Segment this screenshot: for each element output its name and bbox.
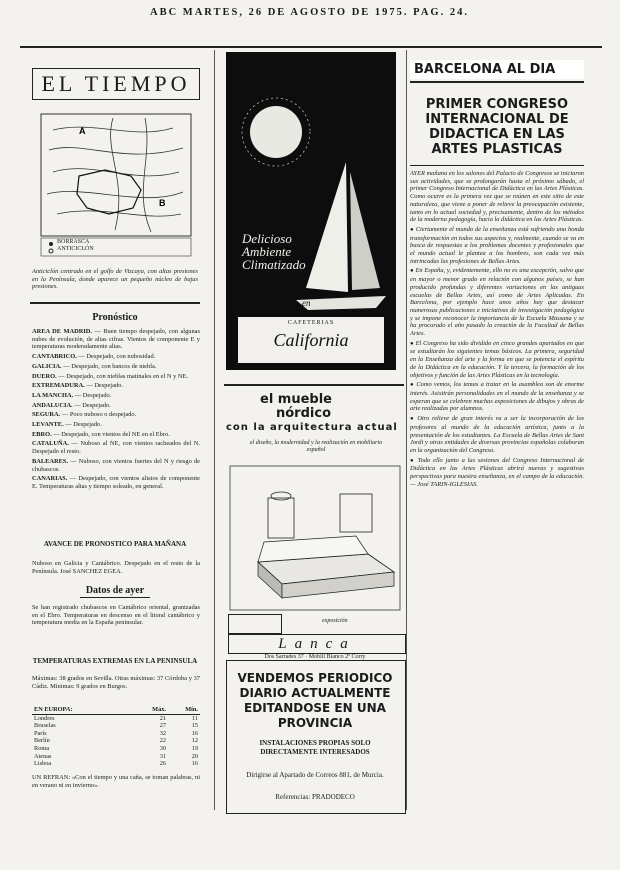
rule	[30, 302, 200, 304]
map-legend-high: ANTICICLÓN	[57, 246, 94, 252]
europe-table	[32, 706, 200, 768]
forecast-item: AREA DE MADRID. — Buen tiempo despejado, con algunas nubes de evolución, de altas cifras. Vientos de componente E y temperaturas moderadamente altas.	[32, 328, 200, 351]
forecast-item: LA MANCHA. — Despejado.	[32, 391, 112, 399]
article-paragraph: ● En España, y, evidentemente, ello no es una excepción, salvo que en mayor o menor grado en relación con algunos países, se han producido profundas y diferentes variaciones en las antiguas escuelas de Bellas Artes, así como de Artes Aplicadas. En Barcelona, por ejemplo hace unos años hay que destacar numerosas publicaciones e iniciativas de investigación pedagógica y se impone reconocer la importancia de la Escuela Massana y se ha procurado el año pasado la creación de la Facultad de Bellas Artes.	[410, 267, 584, 337]
vendemos-title: VENDEMOS PERIODICO DIARIO ACTUALMENTE EDITANDOSE EN UNA PROVINCIA	[237, 671, 393, 730]
vendemos-ad	[226, 660, 406, 814]
table-row: Londres 21 11	[34, 714, 198, 722]
forecast-item: BALEARES. — Nuboso, con vientos fuertes del N y riesgo de chubascos.	[32, 457, 200, 473]
article-paragraph: ● El Congreso ha sido dividido en cinco grandes apartados en que se estudiarán los siguientes temas básicos. La primera, seguridad en la Enseñanza del arte y la forma en que se potencia el espíritu de la Didáctica en la educación. Y la tercera, la formación de los objetivos y función de las Artes Plásticas en la tecnología.	[410, 340, 584, 380]
column-rule	[214, 50, 215, 810]
svg-text:A: A	[79, 126, 86, 136]
forecast-title: Pronóstico	[92, 312, 138, 323]
forecast-item: CATALUÑA. — Nuboso al NE, con vientos racheados del N. Despejado el resto.	[32, 440, 200, 456]
refran-text: UN REFRAN: «Con el tiempo y una caña, se toman palabras, ni en verano ni en invierno».	[32, 774, 200, 789]
map-caption-block	[32, 268, 198, 293]
mueble-ad	[226, 388, 404, 658]
article-paragraph: ● Como vemos, los temas a tratar en la asamblea son de enorme interés. Asistirán personalidades en el mundo de la enseñanza y se esperan que se celebren muchas exposiciones de dibujos y obras de arte realizadas por alumnos.	[410, 381, 584, 413]
map-legend-low: BORRASCA	[57, 239, 90, 245]
rule	[410, 81, 584, 83]
vendemos-sub: INSTALACIONES PROPIAS SOLO DIRECTAMENTE INTERESADOS	[259, 739, 371, 756]
mueble-sub: el diseño, la modernidad y la realización en mobiliario español	[249, 440, 383, 453]
forecast-item: CANARIAS. — Despejado, con vientos alisios de componente E. Temperaturas altas y tiempo soleado, en general.	[32, 475, 200, 490]
avance-title: AVANCE DE PRONOSTICO PARA MAÑANA	[43, 540, 187, 548]
svg-text:B: B	[159, 198, 166, 208]
rule	[224, 384, 404, 386]
temps-text: Máximas: 38 grados en Sevilla. Otras máximas: 37 Córdoba y 37 Cádiz. Mínimas: 9 grados en Burgos.	[32, 675, 200, 690]
cafeterias-ad	[226, 52, 396, 370]
section-title: BARCELONA AL DIA	[410, 60, 584, 79]
weather-title: EL TIEMPO	[32, 68, 200, 100]
mueble-box	[228, 614, 282, 634]
datos-text: Se han registrado chubascos en Cantábrico oriental, granizadas en el Ebro. Temperaturas en descenso en el litoral cantábrico y temperatura media en la España peninsular.	[32, 604, 200, 627]
table-row: Bruselas 27 15	[34, 722, 198, 730]
forecast-item: DUERO. — Despejado, con nieblas matinales en el N y NE.	[32, 372, 189, 380]
avance-block	[32, 560, 200, 577]
cafe-line-1: Delicioso	[242, 231, 292, 246]
vendemos-ref: Referencias: PRADODECO	[275, 793, 355, 801]
page-header: ABC MARTES, 26 DE AGOSTO DE 1975. PAG. 24.	[150, 7, 469, 18]
refran-block	[32, 774, 200, 791]
map-caption: Anticiclón centrado en el golfo de Vizcaya, con altas presiones en la Península, donde aparece un pequeño núcleo de bajas presiones.	[32, 268, 198, 291]
forecast-list	[32, 328, 200, 540]
table-row: Roma 30 19	[34, 744, 198, 752]
column-rule	[406, 50, 407, 810]
rule	[410, 165, 584, 166]
cafe-en: en	[302, 298, 311, 308]
mueble-line-2: nórdico	[276, 406, 331, 421]
article-paragraph: AYER mañana en los salones del Palacio de Congresos se iniciaron sus actividades, que se prolongarán hasta el próximo sábado, el primer Congreso Internacional de Didáctica en las Artes Plásticas. Como ocurre es la primera vez que se reúnen en este sitio de este naturaleza, que viene a poner de relieve la preocupación existente, tanto en lo actual sociedad y, precisamente, dentro de los métodos de la moderna pedagogía, hacia la didáctica en las Artes Plásticas.	[410, 170, 584, 224]
cafe-line-3: Climatizado	[242, 257, 306, 272]
article-body	[410, 170, 584, 870]
temps-title: TEMPERATURAS EXTREMAS EN LA PENINSULA	[32, 657, 198, 665]
avance-text: Nuboso en Galicia y Cantábrico. Despejado en el resto de la Península. José SANCHEZ EGEA.	[32, 560, 200, 575]
article-paragraph: ● Todo ello junto a las sesiones del Congreso Internacional de Didáctica en las Artes Plásticas abrirá nuevas y sugestivas perspectivas para nuestra enseñanza, en el campo de la educación. — José TARIN-IGLESIAS.	[410, 457, 584, 489]
forecast-item: CANTABRICO. — Despejado, con nubosidad.	[32, 353, 156, 361]
mueble-exposicion: exposición	[322, 618, 348, 624]
mueble-line-1: el mueble	[260, 392, 332, 407]
rule	[80, 597, 150, 598]
forecast-item: GALICIA. — Despejado, con bancos de niebla.	[32, 362, 157, 370]
table-row: Atenas 31 20	[34, 752, 198, 760]
article-paragraph: ● Ciertamente el mundo de la enseñanza está sufriendo una honda transformación en todos sus aspectos y, realmente, cuando se va en busca de respuestas a los problemas docentes y profesionales que el mundo actual le plantea a los hombres, son cada vez más intrincadas las profesiones de Bellas Artes.	[410, 226, 584, 266]
datos-title: Datos de ayer	[85, 585, 145, 596]
table-header: Mín.	[185, 706, 198, 713]
vendemos-contact: Dirigirse al Apartado de Correos 881, de Murcia.	[246, 771, 384, 779]
header-rule	[20, 46, 602, 48]
article-headline: PRIMER CONGRESO INTERNACIONAL DE DIDACTICA EN LAS ARTES PLASTICAS	[425, 97, 569, 157]
table-header: Máx.	[152, 706, 166, 713]
lanca-address: Dos Sarrades 37 · Mobili Blanco 2º Corry	[264, 654, 366, 660]
cafe-brand: California	[273, 330, 349, 350]
table-header: EN EUROPA:	[34, 706, 73, 713]
forecast-item: EBRO. — Despejado, con vientos del NE en el Ebro.	[32, 430, 170, 438]
lanca-brand: Lanca	[228, 634, 406, 654]
datos-block	[32, 604, 200, 656]
table-row: Lisboa 26 16	[34, 760, 198, 768]
right-column	[410, 60, 584, 870]
europe-table-block	[32, 706, 200, 768]
article-paragraph: ● Otro relieve de gran interés va a ser la incorporación de los profesores al mundo de la educación artística, junto a la presentación de los estudiantes. La Escuela de Bellas Artes de Sant Jordi y otras entidades de diversas provincias españolas colaboran en la organización del Congreso.	[410, 415, 584, 455]
forecast-item: ANDALUCIA. — Despejado.	[32, 401, 111, 409]
mueble-line-3: con la arquitectura actual	[226, 422, 398, 433]
cafe-brand-label: CAFETERIAS	[287, 320, 335, 326]
weather-map	[33, 110, 197, 258]
temps-block	[32, 675, 200, 692]
forecast-item: EXTREMADURA. — Despejado.	[32, 382, 123, 390]
forecast-item: SEGURA. — Poco nuboso o despejado.	[32, 411, 137, 419]
cafe-line-2: Ambiente	[242, 244, 292, 259]
forecast-item: LEVANTE. — Despejado.	[32, 421, 102, 429]
table-row: Berlín 22 12	[34, 737, 198, 745]
table-row: París 32 16	[34, 729, 198, 737]
